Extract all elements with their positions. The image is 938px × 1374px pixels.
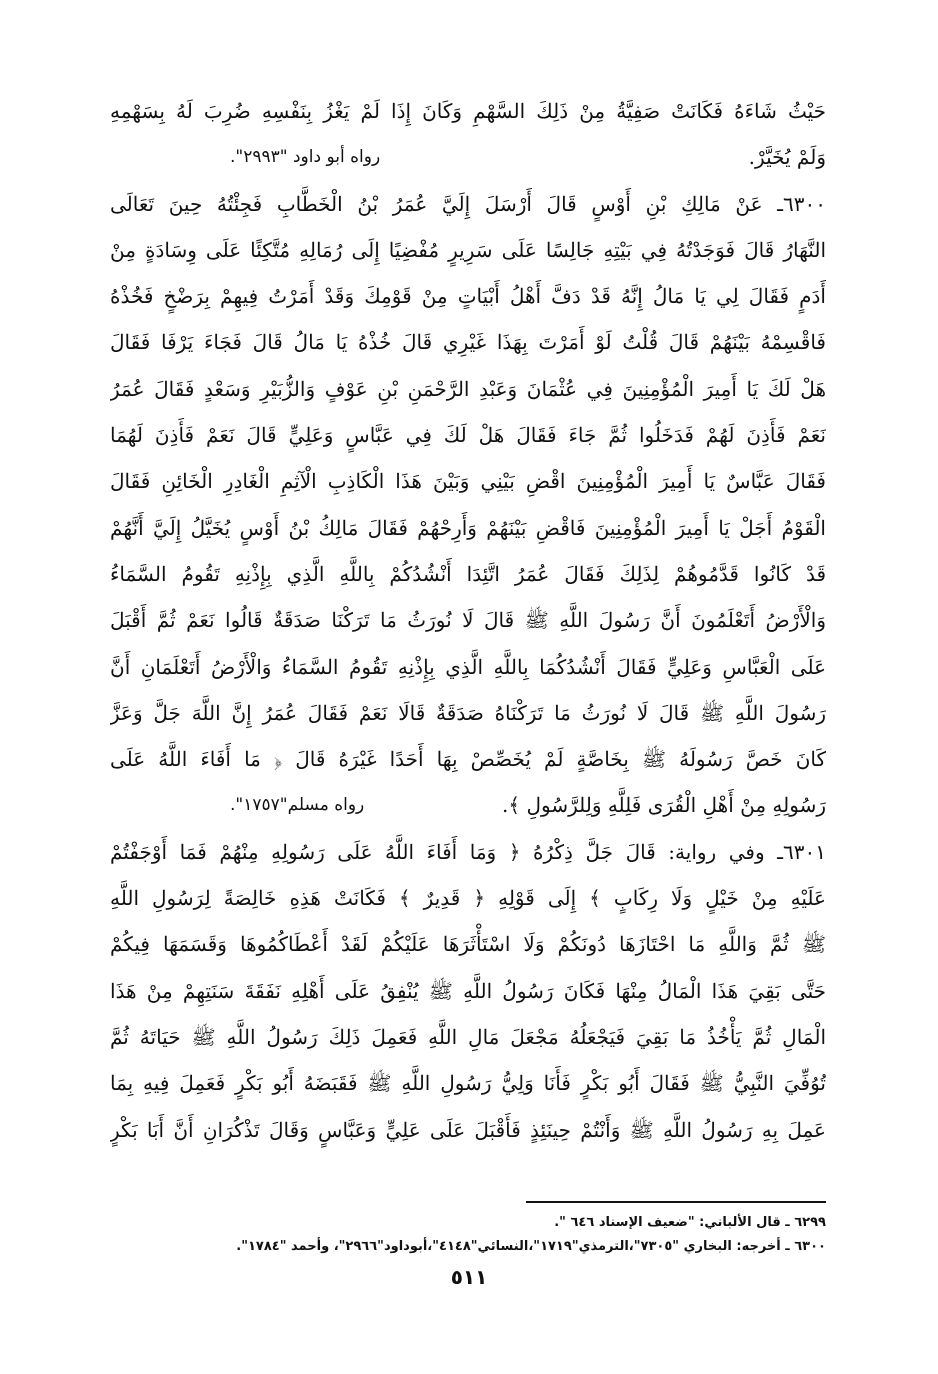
text-line: عَلَى الْعَبَّاسِ وَعَلِيٍّ فَقَالَ أَنْشُدُكُمَا بِاللَّهِ الَّذِي بِإِذْنِهِ تَقُومُ السَّمَاءُ وَالْأَرْضُ أَتَعْلَمَانِ أَنَّ bbox=[110, 654, 826, 679]
text-line: النَّهَارُ قَالَ فَوَجَدْتُهُ فِي بَيْتِهِ جَالِسًا عَلَى سَرِيرٍ مُفْضِيًا إِلَى رُمَالِهِ مُتَّكِئًا عَلَى وِسَادَةٍ مِنْ bbox=[110, 237, 826, 262]
text-line: ﷺ ثُمَّ وَاللَّهِ مَا احْتَازَهَا دُونَكُمْ وَلَا اسْتَأْثَرَهَا عَلَيْكُمْ لَقَدْ أَعْطَاكُمُوهَا وَقَسَمَهَا فِيكُمْ bbox=[110, 932, 826, 957]
text-line: عَلَيْهِ مِنْ خَيْلٍ وَلَا رِكَابٍ ﴾ إِلَى قَوْلِهِ ﴿ قَدِيرٌ ﴾ فَكَانَتْ هَذِهِ خَالِصَةً لِرَسُولِ اللَّهِ bbox=[110, 886, 826, 911]
text-line: نَعَمْ فَأَذِنَ لَهُمْ فَدَخَلُوا ثُمَّ جَاءَ فَقَالَ هَلْ لَكَ فِي عَبَّاسٍ وَعَلِيٍّ قَالَ نَعَمْ فَأَذِنَ لَهُمَا bbox=[110, 423, 826, 448]
text-line: ٦٣٠٠ـ عَنْ مَالِكِ بْنِ أَوْسٍ قَالَ أَرْسَلَ إِلَيَّ عُمَرُ بْنُ الْخَطَّابِ فَجِئْتُهُ حِينَ تَعَالَى bbox=[110, 191, 826, 216]
text-line: فَقَالَ عَبَّاسٌ يَا أَمِيرَ الْمُؤْمِنِينَ اقْضِ بَيْنِي وَبَيْنَ هَذَا الْكَاذِبِ الْآثِمِ الْغَادِرِ الْخَائِنِ فَقَالَ bbox=[110, 469, 826, 494]
text-line-fragment: رَسُولِهِ مِنْ أَهْلِ الْقُرَى فَلِلَّهِ وَلِلرَّسُولِ ﴾. bbox=[502, 793, 826, 818]
text-line-fragment: وَلَمْ يُخَيَّرْ. bbox=[748, 145, 826, 170]
text-line bbox=[110, 782, 826, 828]
text-line: قَدْ كَانُوا قَدَّمُوهُمْ لِذَلِكَ فَقَالَ عُمَرُ اتَّئِدَا أَنْشُدُكُمْ بِاللَّهِ الَّذِي بِإِذْنِهِ تَقُومُ السَّمَاءُ bbox=[110, 561, 826, 586]
text-line: وَالْأَرْضُ أَتَعْلَمُونَ أَنَّ رَسُولَ اللَّهِ ﷺ قَالَ لَا نُورَثُ مَا تَرَكْنَا صَدَقَةٌ قَالُوا نَعَمْ ثُمَّ أَقْبَلَ bbox=[110, 608, 826, 633]
text-line: ٦٣٠١ـ وفي رواية: قَالَ جَلَّ ذِكْرُهُ ﴿ وَمَا أَفَاءَ اللَّهُ عَلَى رَسُولِهِ مِنْهُمْ فَمَا أَوْجَفْتُمْ bbox=[110, 839, 826, 864]
hadith-text-block bbox=[110, 88, 826, 1153]
hadith-reference: رواه مسلم"١٧٥٧". bbox=[230, 795, 365, 816]
text-line: رَسُولَ اللَّهِ ﷺ قَالَ لَا نُورَثُ مَا تَرَكْنَاهُ صَدَقَةٌ قَالَا نَعَمْ فَقَالَ عُمَرُ إِنَّ اللَّهَ جَلَّ وَعَزَّ bbox=[110, 700, 826, 725]
text-line: عَمِلَ بِهِ رَسُولُ اللَّهِ ﷺ وَأَنْتُمْ حِينَئِذٍ فَأَقْبَلَ عَلَى عَلِيٍّ وَعَبَّاسٍ وَقَالَ تَذْكُرَانِ أَنَّ أَبَا بَكْرٍ bbox=[110, 1117, 826, 1142]
text-line: كَانَ خَصَّ رَسُولَهُ ﷺ بِخَاصَّةٍ لَمْ يُخَصِّصْ بِهَا أَحَدًا غَيْرَهُ قَالَ ﴿ مَا أَفَاءَ اللَّهُ عَلَى bbox=[110, 747, 826, 772]
text-line bbox=[110, 134, 826, 180]
text-line: أَدَمٍ فَقَالَ لِي يَا مَالُ إِنَّهُ قَدْ دَفَّ أَهْلُ أَبْيَاتٍ مِنْ قَوْمِكَ وَقَدْ أَمَرْتُ فِيهِمْ بِرَضْخٍ فَخُذْهُ bbox=[110, 284, 826, 309]
text-line: حَتَّى بَقِيَ هَذَا الْمَالُ مِنْهَا فَكَانَ رَسُولُ اللَّهِ ﷺ يُنْفِقُ عَلَى أَهْلِهِ نَفَقَةَ سَنَتِهِمْ مِنْ هَذَا bbox=[110, 978, 826, 1003]
text-line: فَاقْسِمْهُ بَيْنَهُمْ قَالَ قُلْتُ لَوْ أَمَرْتَ بِهَذَا غَيْرِي قَالَ خُذْهُ يَا مَالُ قَالَ فَجَاءَ يَرْفَا فَقَالَ bbox=[110, 330, 826, 355]
footnote-divider bbox=[526, 1201, 826, 1203]
text-line: هَلْ لَكَ يَا أَمِيرَ الْمُؤْمِنِينَ فِي عُثْمَانَ وَعَبْدِ الرَّحْمَنِ بْنِ عَوْفٍ وَالزُّبَيْرِ وَسَعْدٍ فَقَالَ عُمَرُ bbox=[110, 376, 826, 401]
hadith-reference: رواه أبو داود "٢٩٩٣". bbox=[230, 147, 381, 168]
text-line: الْقَوْمُ أَجَلْ يَا أَمِيرَ الْمُؤْمِنِينَ فَاقْضِ بَيْنَهُمْ وَأَرِحْهُمْ فَقَالَ مَالِكُ بْنُ أَوْسٍ يُخَيَّلُ إِلَيَّ أَنَّهُمْ bbox=[110, 515, 826, 540]
footnote: ٦٣٠٠ ـ أخرجه: البخاري "٧٣٠٥"،الترمذي"١٧١٩"،النسائي"٤١٤٨"،أبوداود"٢٩٦٦"، وأحمد "١٧٨٤". bbox=[236, 1239, 826, 1254]
text-line: الْمَالِ ثُمَّ يَأْخُذُ مَا بَقِيَ فَيَجْعَلُهُ مَجْعَلَ مَالِ اللَّهِ فَعَمِلَ ذَلِكَ رَسُولُ اللَّهِ ﷺ حَيَاتَهُ ثُمَّ bbox=[110, 1024, 826, 1049]
text-line: حَيْثُ شَاءَهُ فَكَانَتْ صَفِيَّةُ مِنْ ذَلِكَ السَّهْمِ وَكَانَ إِذَا لَمْ يَغْزُ بِنَفْسِهِ ضُرِبَ لَهُ بِسَهْمِهِ bbox=[110, 99, 826, 123]
text-line: تُوُفِّيَ النَّبِيُّ ﷺ فَقَالَ أَبُو بَكْرٍ فَأَنَا وَلِيُّ رَسُولِ اللَّهِ ﷺ فَقَبَضَهُ أَبُو بَكْرٍ فَعَمِلَ فِيهِ بِمَا bbox=[110, 1071, 826, 1096]
footnote: ٦٢٩٩ ـ قال الألباني: "ضعيف الإسناد ٦٤٦ ". bbox=[554, 1215, 826, 1230]
page-number: ٥١١ bbox=[450, 1265, 488, 1289]
footnotes bbox=[110, 1211, 826, 1259]
